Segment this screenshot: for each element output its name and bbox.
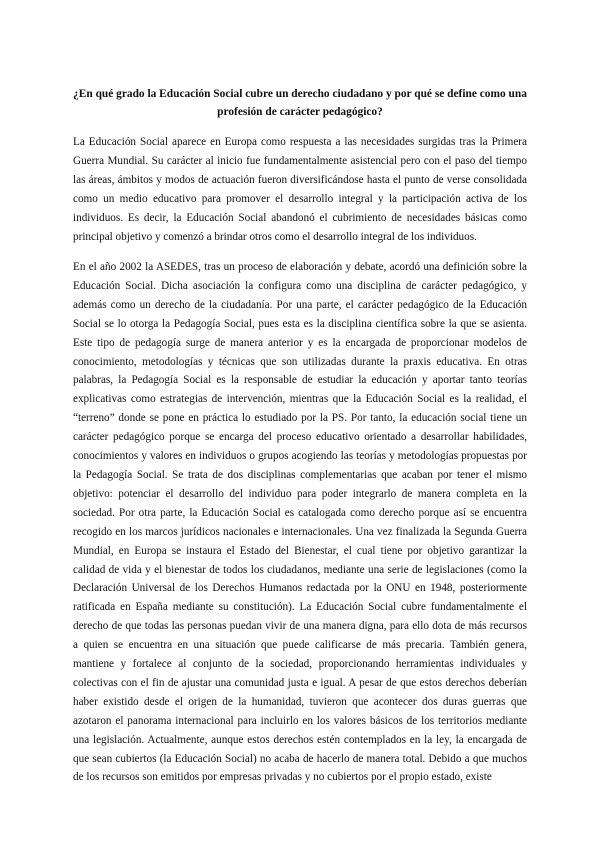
- paragraph-intro: La Educación Social aparece en Europa como respuesta a las necesidades surgidas tras la Primera Guerra Mundial. Su carácter al inicio fue fundamentalmente asistencial pero con el paso del tiempo las áreas, ámbitos y modos de actuación fueron diversificándose hasta el punto de verse consolidada como un medio educativo para promover el desarrollo integral y la participación activa de los individuos. Es decir, la Educación Social abandonó el cubrimiento de necesidades básicas como principal objetivo y comenzó a brindar otros como el desarrollo integral de los individuos.: [73, 136, 527, 243]
- document-title: ¿En qué grado la Educación Social cubre un derecho ciudadano y por qué se define como una profesión de carácter pedagógico?: [73, 88, 527, 118]
- paragraph-asedes: En el año 2002 la ASEDES, tras un proceso de elaboración y debate, acordó una definición sobre la Educación Social. Dicha asociación la configura como una disciplina de carácter pedagógico, y además como un derecho de la ciudadanía. Por una parte, el carácter pedagógico de la Educación Social se lo otorga la Pedagogía Social, pues esta es la disciplina científica sobre la que se asienta. Este tipo de pedagogía surge de manera anterior y es la encargada de proporcionar modelos de conocimiento, metodologías y técnicas que son utilizadas durante la praxis educativa. En otras palabras, la Pedagogía Social es la responsable de estudiar la educación y aportar tanto teorías explicativas como estrategias de intervención, mientras que la Educación Social es la realidad, el “terreno” donde se pone en práctica lo estudiado por la PS. Por tanto, la educación social tiene un carácter pedagógico porque se encarga del proceso educativo orientado a desarrollar habilidades, conocimientos y valores en individuos o grupos acogiendo las teorías y metodologías propuestas por la Pedagogía Social. Se trata de dos disciplinas complementarias que acaban por tener el mismo objetivo: potenciar el desarrollo del individuo para poder integrarlo de manera completa en la sociedad. Por otra parte, la Educación Social es catalogada como derecho porque así se encuentra recogido en los marcos jurídicos nacionales e internacionales. Una vez finalizada la Segunda Guerra Mundial, en Europa se instaura el Estado del Bienestar, el cual tiene por objetivo garantizar la calidad de vida y el bienestar de todos los ciudadanos, mediante una serie de legislaciones (como la Declaración Universal de los Derechos Humanos redactada por la ONU en 1948, posteriormente ratificada en España mediante su constitución). La Educación Social cubre fundamentalmente el derecho de que todas las personas puedan vivir de una manera digna, para ello dota de más recursos a quien se encuentra en una situación que puede calificarse de más precaria. También genera, mantiene y fortalece al conjunto de la sociedad, proporcionando herramientas individuales y colectivas con el fin de ajustar una comunidad justa e igual. A pesar de que estos derechos deberían haber existido desde el origen de la humanidad, tuvieron que acontecer dos duras guerras que azotaron el panorama internacional para incluirlo en los valores básicos de los territorios mediante una legislación. Actualmente, aunque estos derechos estén contemplados en la ley, la encargada de que sean cubiertos (la Educación Social) no acaba de hacerlo de manera total. Debido a que muchos de los recursos son emitidos por empresas privadas y no cubiertos por el propio estado, existe: [73, 261, 527, 784]
